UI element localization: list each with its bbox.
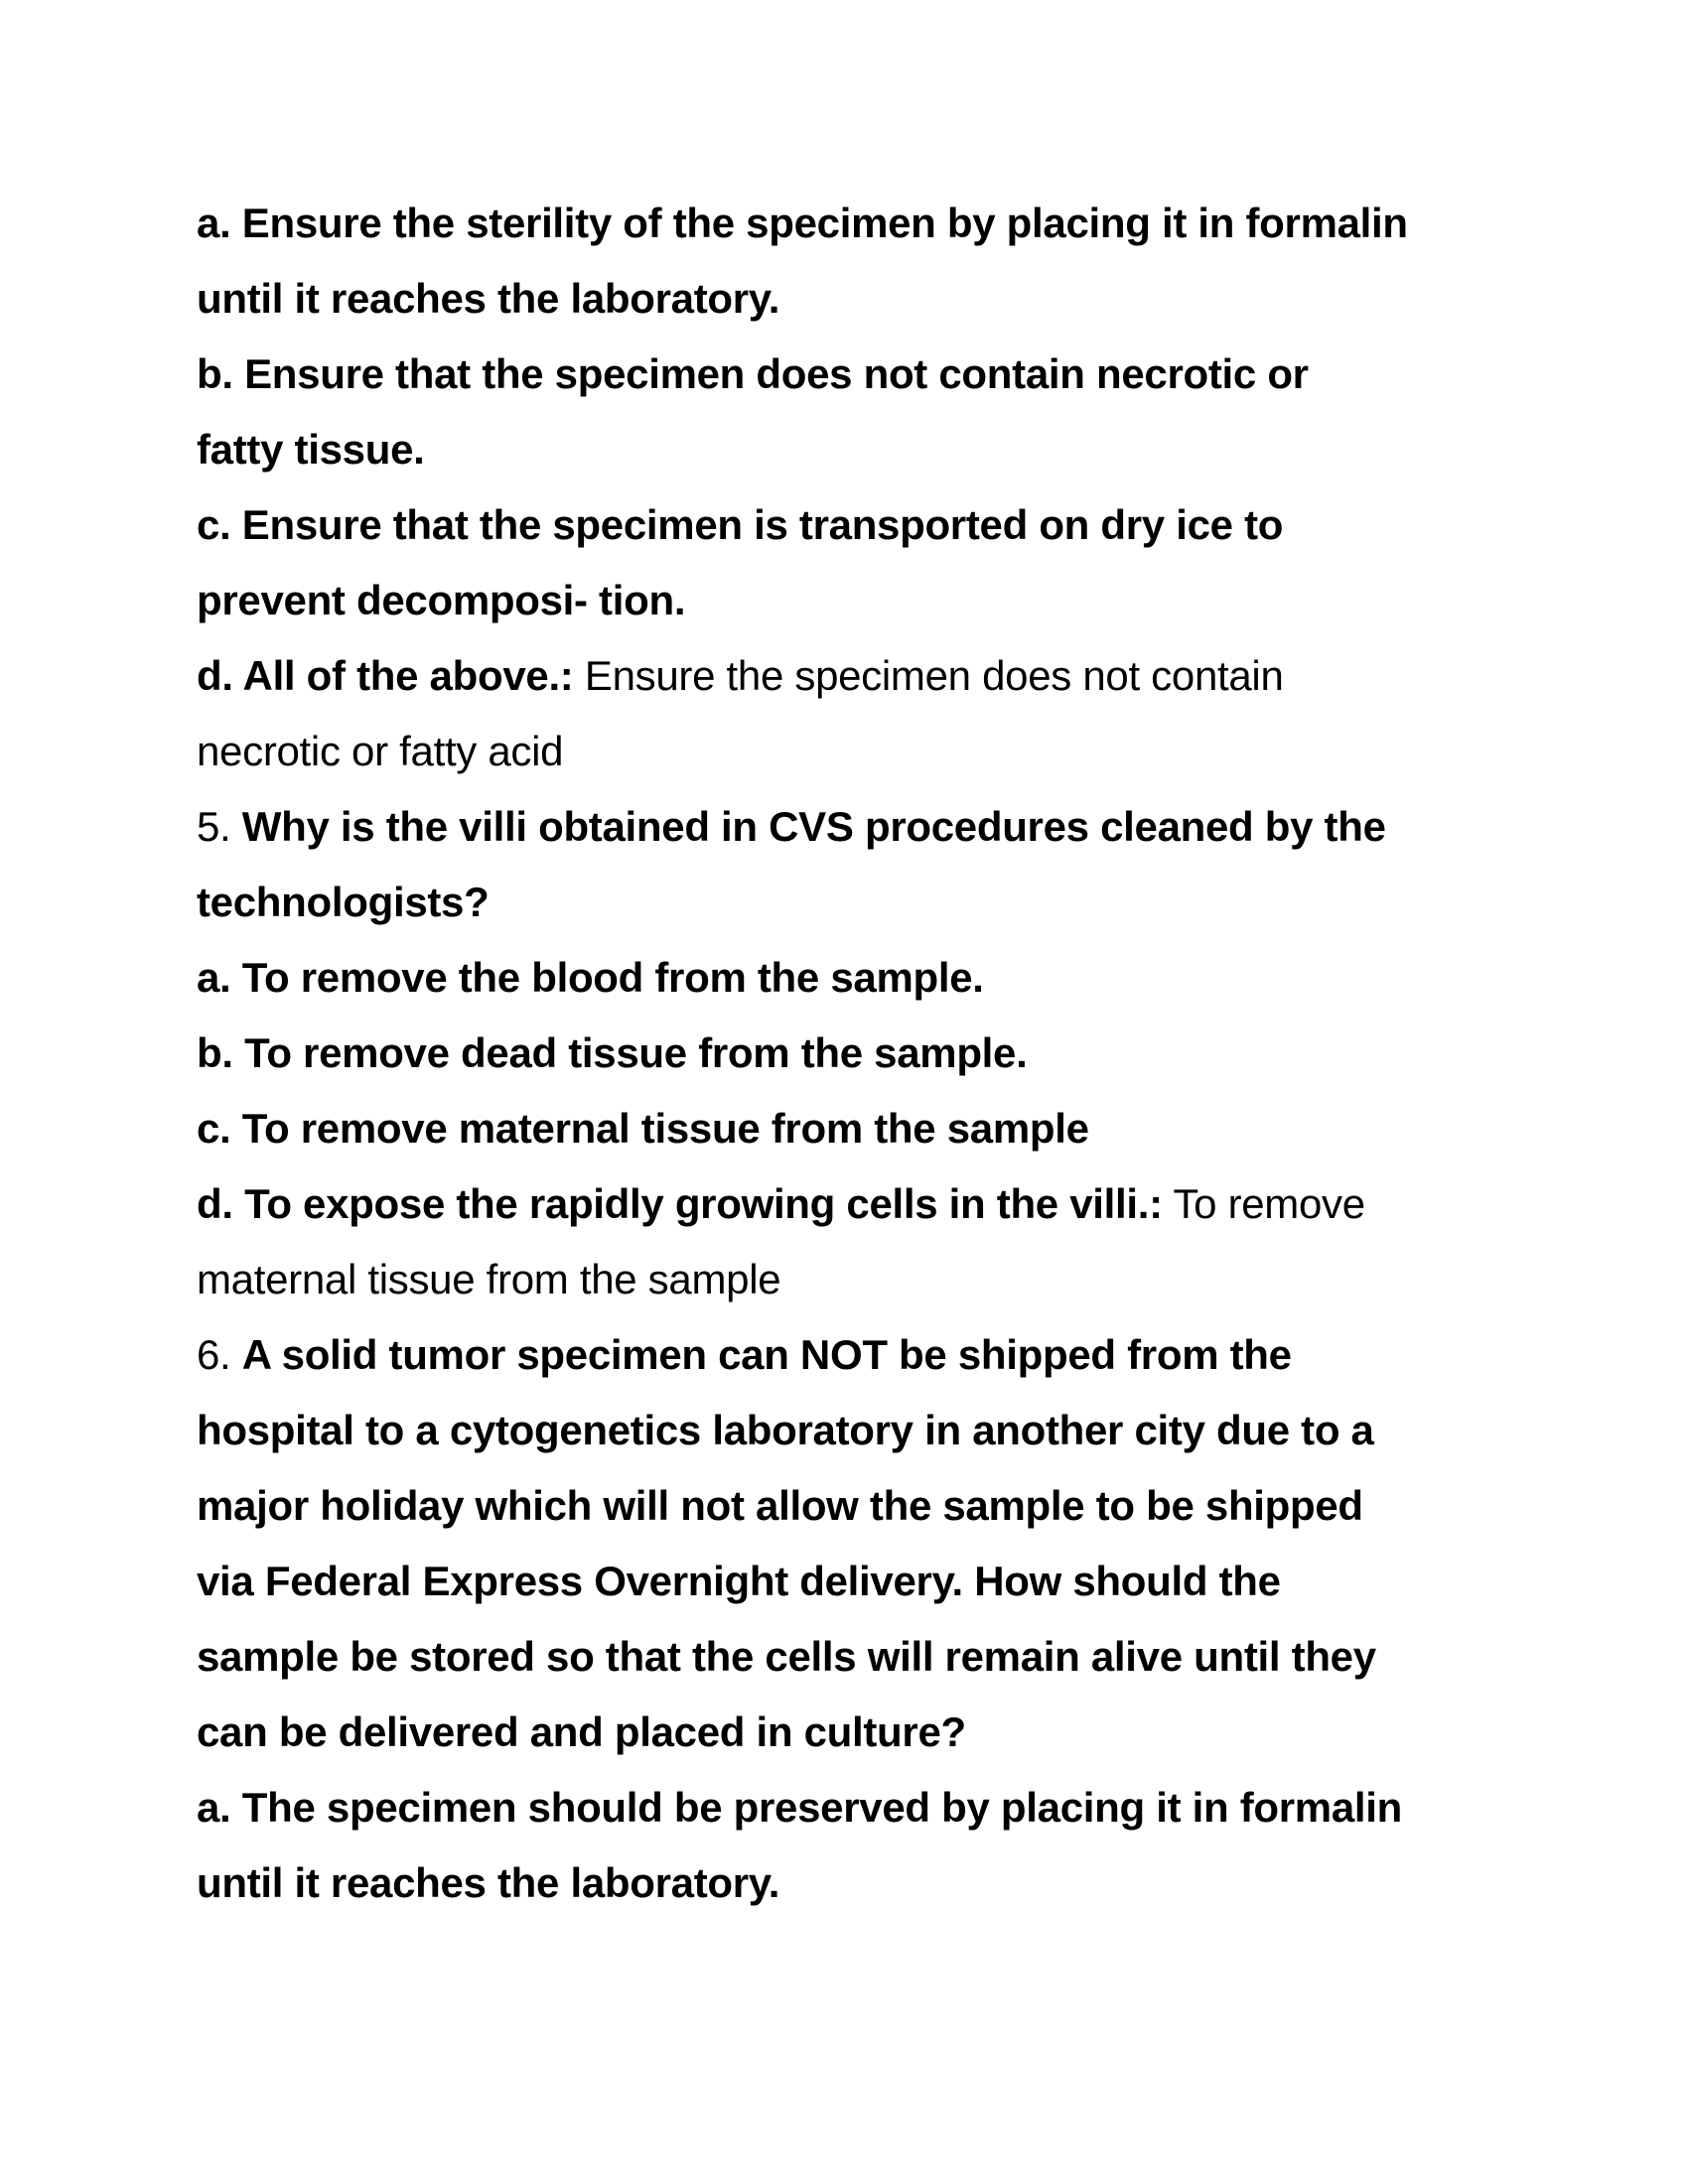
line-bold-text: fatty tissue. xyxy=(197,426,425,473)
text-line xyxy=(197,1242,1527,1317)
line-bold-text: c. Ensure that the specimen is transported on dry ice to xyxy=(197,501,1284,548)
text-line xyxy=(197,1619,1527,1695)
line-bold-text: A solid tumor specimen can NOT be shipped from the xyxy=(241,1331,1292,1378)
text-line xyxy=(197,563,1527,638)
text-line xyxy=(197,261,1527,337)
text-line xyxy=(197,1317,1527,1393)
line-bold-text: d. To expose the rapidly growing cells in the villi.: xyxy=(197,1180,1163,1227)
line-bold-text: c. To remove maternal tissue from the sample xyxy=(197,1105,1089,1152)
line-bold-text: can be delivered and placed in culture? xyxy=(197,1708,966,1755)
text-line xyxy=(197,487,1527,563)
line-regular-text: To remove xyxy=(1162,1180,1365,1227)
line-bold-text: a. The specimen should be preserved by placing it in formalin xyxy=(197,1784,1402,1831)
line-regular-text: maternal tissue from the sample xyxy=(197,1256,781,1302)
line-bold-text: Why is the villi obtained in CVS procedures cleaned by the xyxy=(241,803,1386,850)
text-line xyxy=(197,412,1527,487)
text-line xyxy=(197,337,1527,412)
line-bold-text: sample be stored so that the cells will remain alive until they xyxy=(197,1633,1376,1680)
line-bold-text: hospital to a cytogenetics laboratory in another city due to a xyxy=(197,1407,1374,1453)
text-line xyxy=(197,1393,1527,1468)
text-line xyxy=(197,1166,1527,1242)
text-line xyxy=(197,1091,1527,1166)
text-line xyxy=(197,1544,1527,1619)
line-regular-text: necrotic or fatty acid xyxy=(197,728,564,774)
text-line xyxy=(197,1016,1527,1091)
line-bold-text: until it reaches the laboratory. xyxy=(197,1859,780,1906)
line-bold-text: a. Ensure the sterility of the specimen by placing it in formalin xyxy=(197,200,1408,246)
line-bold-text: a. To remove the blood from the sample. xyxy=(197,954,984,1001)
text-line xyxy=(197,1845,1527,1921)
line-bold-text: b. Ensure that the specimen does not contain necrotic or xyxy=(197,350,1309,397)
text-line xyxy=(197,714,1527,789)
quiz-text-block xyxy=(197,186,1527,1921)
text-line xyxy=(197,1695,1527,1770)
line-bold-text: major holiday which will not allow the sample to be shipped xyxy=(197,1482,1363,1529)
text-line xyxy=(197,940,1527,1016)
line-regular-text: Ensure the specimen does not contain xyxy=(573,652,1284,699)
line-bold-text: b. To remove dead tissue from the sample. xyxy=(197,1029,1028,1076)
text-line xyxy=(197,186,1527,261)
text-line xyxy=(197,789,1527,865)
line-bold-text: technologists? xyxy=(197,879,490,925)
line-bold-text: d. All of the above.: xyxy=(197,652,574,699)
text-line xyxy=(197,1770,1527,1845)
question-number: 6. xyxy=(197,1331,242,1378)
text-line xyxy=(197,638,1527,714)
line-bold-text: prevent decomposi- tion. xyxy=(197,577,686,623)
text-line xyxy=(197,1468,1527,1544)
line-bold-text: until it reaches the laboratory. xyxy=(197,275,780,322)
text-line xyxy=(197,865,1527,940)
line-bold-text: via Federal Express Overnight delivery. How should the xyxy=(197,1558,1281,1604)
question-number: 5. xyxy=(197,803,242,850)
